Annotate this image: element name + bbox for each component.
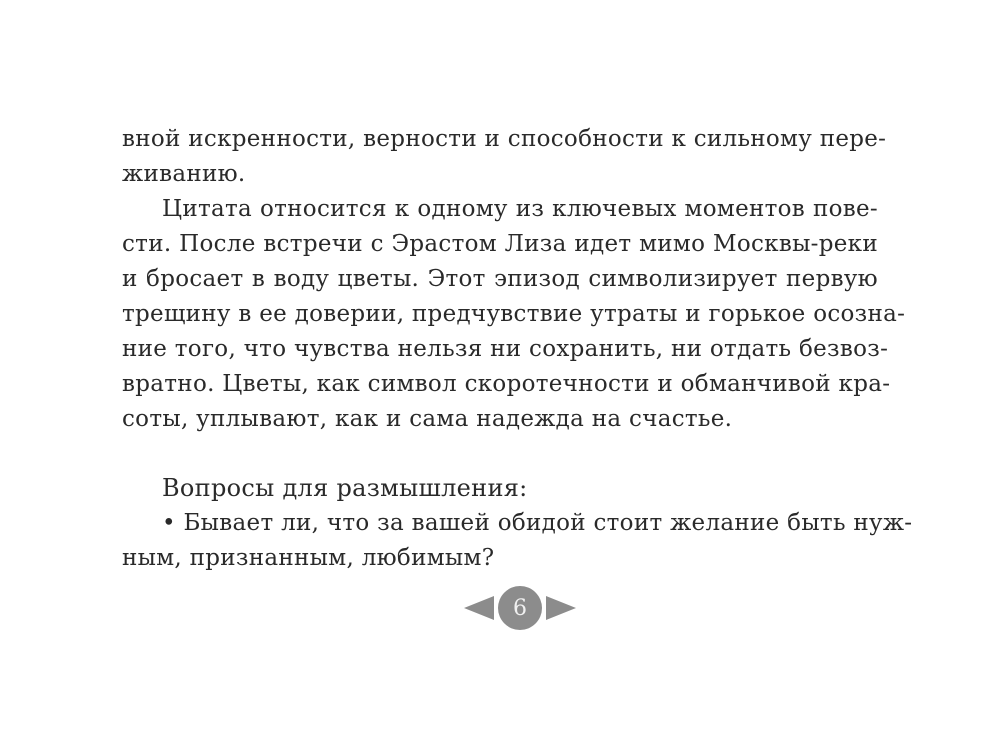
text-line: соты, уплывают, как и сама надежда на счастье.: [122, 406, 733, 432]
question-line: • Бывает ли, что за вашей обидой стоит желание быть нуж-: [162, 510, 913, 536]
text-line: ние того, что чувства нельзя ни сохранить, ни отдать безвоз-: [122, 336, 889, 362]
next-page-arrow-icon[interactable]: [546, 596, 576, 620]
text-line: сти. После встречи с Эрастом Лиза идет мимо Москвы-реки: [122, 231, 878, 257]
text-line: Цитата относится к одному из ключевых моментов пове-: [162, 196, 878, 222]
text-line: живанию.: [122, 161, 246, 187]
page-navigation: [460, 585, 580, 631]
text-line: и бросает в воду цветы. Этот эпизод символизирует первую: [122, 266, 878, 292]
question-line: ным, признанным, любимым?: [122, 545, 495, 571]
previous-page-arrow-icon[interactable]: [464, 596, 494, 620]
questions-heading: Вопросы для размышления:: [162, 474, 528, 502]
page-number: 6: [498, 586, 542, 630]
text-line: вратно. Цветы, как символ скоротечности и обманчивой кра-: [122, 371, 891, 397]
text-line: трещину в ее доверии, предчувствие утраты и горькое осозна-: [122, 301, 906, 327]
page-text: [122, 122, 913, 576]
text-line: вной искренности, верности и способности к сильному пере-: [122, 126, 887, 152]
